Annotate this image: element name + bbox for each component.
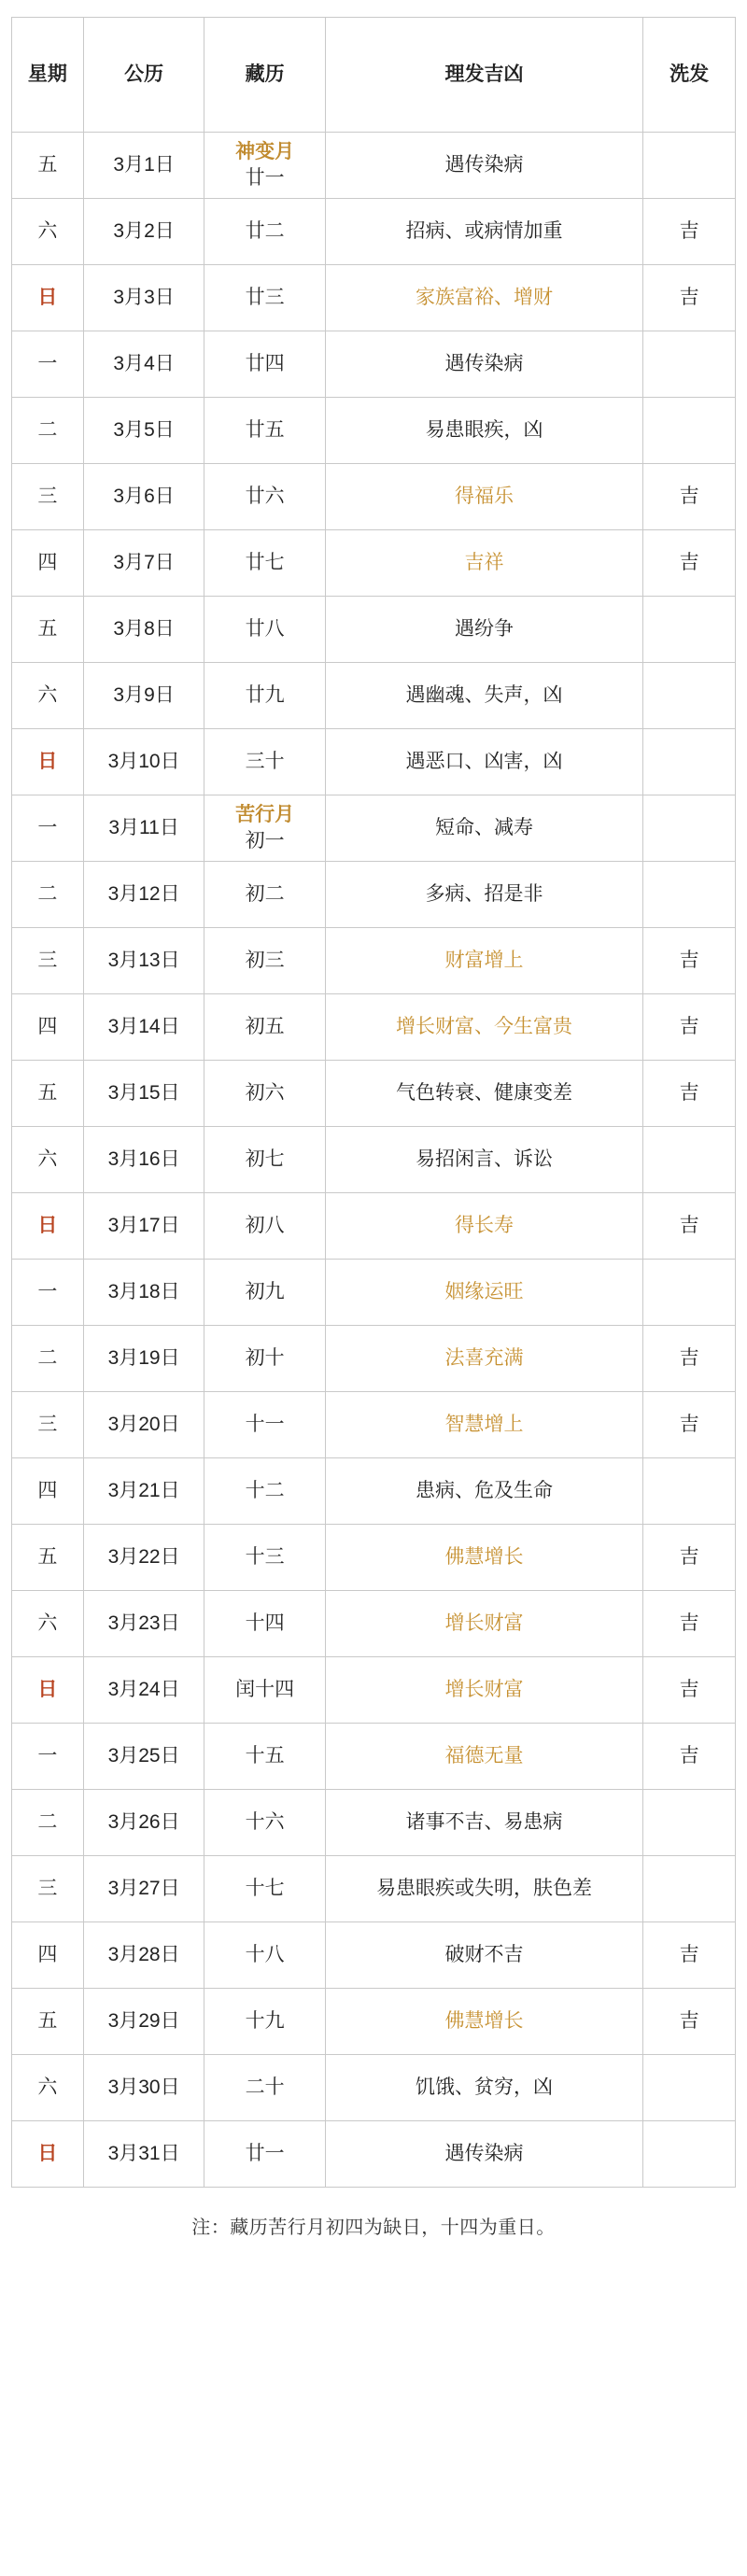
table-row bbox=[12, 1922, 736, 1989]
header-fortune: 理发吉凶 bbox=[325, 18, 642, 133]
cell-gregorian-date: 3月19日 bbox=[83, 1326, 204, 1392]
cell-weekday: 六 bbox=[12, 1591, 84, 1657]
table-row bbox=[12, 663, 736, 729]
cell-fortune: 财富增上 bbox=[325, 928, 642, 994]
cell-gregorian-date: 3月8日 bbox=[83, 597, 204, 663]
cell-weekday: 一 bbox=[12, 795, 84, 862]
cell-hair-wash bbox=[643, 862, 736, 928]
table-header-row bbox=[12, 18, 736, 133]
cell-hair-wash: 吉 bbox=[643, 1922, 736, 1989]
cell-tibetan-date: 廿一 bbox=[204, 2121, 326, 2188]
cell-tibetan-date: 廿三 bbox=[204, 265, 326, 331]
table-row bbox=[12, 331, 736, 398]
cell-fortune: 短命、减寿 bbox=[325, 795, 642, 862]
cell-fortune: 遇恶口、凶害，凶 bbox=[325, 729, 642, 795]
tibetan-month-label: 神变月 bbox=[235, 140, 295, 162]
cell-weekday: 一 bbox=[12, 1724, 84, 1790]
cell-hair-wash bbox=[643, 1856, 736, 1922]
table-row bbox=[12, 2055, 736, 2121]
table-row bbox=[12, 1127, 736, 1193]
cell-weekday: 四 bbox=[12, 1458, 84, 1525]
cell-tibetan-date: 廿二 bbox=[204, 199, 326, 265]
cell-tibetan-date: 廿六 bbox=[204, 464, 326, 530]
cell-fortune: 破财不吉 bbox=[325, 1922, 642, 1989]
table-row bbox=[12, 729, 736, 795]
cell-weekday: 日 bbox=[12, 1193, 84, 1260]
cell-gregorian-date: 3月25日 bbox=[83, 1724, 204, 1790]
cell-gregorian-date: 3月26日 bbox=[83, 1790, 204, 1856]
cell-gregorian-date: 3月29日 bbox=[83, 1989, 204, 2055]
cell-tibetan-date: 初五 bbox=[204, 994, 326, 1061]
cell-weekday: 五 bbox=[12, 1525, 84, 1591]
cell-fortune: 遇传染病 bbox=[325, 2121, 642, 2188]
cell-hair-wash bbox=[643, 1127, 736, 1193]
cell-tibetan-date: 初九 bbox=[204, 1260, 326, 1326]
cell-gregorian-date: 3月7日 bbox=[83, 530, 204, 597]
cell-weekday: 二 bbox=[12, 1326, 84, 1392]
cell-weekday: 二 bbox=[12, 1790, 84, 1856]
cell-weekday: 五 bbox=[12, 1989, 84, 2055]
cell-gregorian-date: 3月17日 bbox=[83, 1193, 204, 1260]
table-row bbox=[12, 1260, 736, 1326]
footnote: 注：藏历苦行月初四为缺日，十四为重日。 bbox=[191, 2217, 556, 2238]
cell-hair-wash bbox=[643, 398, 736, 464]
cell-gregorian-date: 3月28日 bbox=[83, 1922, 204, 1989]
cell-tibetan-date: 初三 bbox=[204, 928, 326, 994]
cell-hair-wash bbox=[643, 331, 736, 398]
table-row bbox=[12, 1856, 736, 1922]
cell-gregorian-date: 3月15日 bbox=[83, 1061, 204, 1127]
cell-hair-wash: 吉 bbox=[643, 464, 736, 530]
table-row bbox=[12, 1657, 736, 1724]
table-row bbox=[12, 1724, 736, 1790]
cell-gregorian-date: 3月30日 bbox=[83, 2055, 204, 2121]
cell-hair-wash: 吉 bbox=[643, 1061, 736, 1127]
cell-tibetan-date: 十三 bbox=[204, 1525, 326, 1591]
table-row bbox=[12, 530, 736, 597]
cell-fortune: 遇纷争 bbox=[325, 597, 642, 663]
cell-fortune: 得福乐 bbox=[325, 464, 642, 530]
cell-gregorian-date: 3月2日 bbox=[83, 199, 204, 265]
cell-hair-wash: 吉 bbox=[643, 994, 736, 1061]
cell-gregorian-date: 3月11日 bbox=[83, 795, 204, 862]
cell-gregorian-date: 3月22日 bbox=[83, 1525, 204, 1591]
cell-gregorian-date: 3月1日 bbox=[83, 133, 204, 199]
cell-tibetan-date: 廿七 bbox=[204, 530, 326, 597]
cell-weekday: 日 bbox=[12, 1657, 84, 1724]
cell-gregorian-date: 3月18日 bbox=[83, 1260, 204, 1326]
cell-tibetan-date: 廿五 bbox=[204, 398, 326, 464]
cell-hair-wash bbox=[643, 2121, 736, 2188]
cell-fortune: 招病、或病情加重 bbox=[325, 199, 642, 265]
cell-hair-wash bbox=[643, 663, 736, 729]
cell-gregorian-date: 3月3日 bbox=[83, 265, 204, 331]
header-wash: 洗发 bbox=[643, 18, 736, 133]
cell-hair-wash bbox=[643, 2055, 736, 2121]
cell-gregorian-date: 3月4日 bbox=[83, 331, 204, 398]
cell-tibetan-date bbox=[204, 795, 326, 862]
header-tibetan: 藏历 bbox=[204, 18, 326, 133]
cell-gregorian-date: 3月31日 bbox=[83, 2121, 204, 2188]
cell-fortune: 法喜充满 bbox=[325, 1326, 642, 1392]
cell-tibetan-date: 十四 bbox=[204, 1591, 326, 1657]
cell-weekday: 四 bbox=[12, 994, 84, 1061]
cell-weekday: 四 bbox=[12, 1922, 84, 1989]
cell-weekday: 三 bbox=[12, 1392, 84, 1458]
tibetan-day-label: 初一 bbox=[245, 830, 285, 852]
table-row bbox=[12, 464, 736, 530]
cell-tibetan-date: 十七 bbox=[204, 1856, 326, 1922]
cell-fortune: 易患眼疾或失明，肤色差 bbox=[325, 1856, 642, 1922]
cell-hair-wash: 吉 bbox=[643, 530, 736, 597]
table-body bbox=[12, 133, 736, 2188]
cell-tibetan-date: 二十 bbox=[204, 2055, 326, 2121]
cell-gregorian-date: 3月13日 bbox=[83, 928, 204, 994]
cell-gregorian-date: 3月21日 bbox=[83, 1458, 204, 1525]
cell-gregorian-date: 3月27日 bbox=[83, 1856, 204, 1922]
cell-gregorian-date: 3月20日 bbox=[83, 1392, 204, 1458]
cell-hair-wash bbox=[643, 1458, 736, 1525]
tibetan-month-label: 苦行月 bbox=[235, 803, 295, 825]
cell-weekday: 日 bbox=[12, 729, 84, 795]
cell-fortune: 得长寿 bbox=[325, 1193, 642, 1260]
cell-weekday: 二 bbox=[12, 862, 84, 928]
cell-weekday: 五 bbox=[12, 1061, 84, 1127]
cell-weekday: 日 bbox=[12, 2121, 84, 2188]
table-row bbox=[12, 1061, 736, 1127]
table-row bbox=[12, 928, 736, 994]
table-row bbox=[12, 795, 736, 862]
cell-gregorian-date: 3月24日 bbox=[83, 1657, 204, 1724]
cell-tibetan-date: 十五 bbox=[204, 1724, 326, 1790]
cell-hair-wash: 吉 bbox=[643, 265, 736, 331]
table-row bbox=[12, 1790, 736, 1856]
table-row bbox=[12, 994, 736, 1061]
cell-tibetan-date: 初十 bbox=[204, 1326, 326, 1392]
cell-weekday: 六 bbox=[12, 2055, 84, 2121]
table-row bbox=[12, 1458, 736, 1525]
cell-hair-wash: 吉 bbox=[643, 1657, 736, 1724]
cell-gregorian-date: 3月16日 bbox=[83, 1127, 204, 1193]
cell-gregorian-date: 3月14日 bbox=[83, 994, 204, 1061]
cell-gregorian-date: 3月23日 bbox=[83, 1591, 204, 1657]
cell-fortune: 佛慧增长 bbox=[325, 1525, 642, 1591]
table-row bbox=[12, 133, 736, 199]
cell-fortune: 智慧增上 bbox=[325, 1392, 642, 1458]
header-gregorian: 公历 bbox=[83, 18, 204, 133]
table-row bbox=[12, 199, 736, 265]
tibetan-day-label: 廿一 bbox=[245, 167, 285, 189]
cell-weekday: 三 bbox=[12, 1856, 84, 1922]
cell-tibetan-date: 十九 bbox=[204, 1989, 326, 2055]
cell-fortune: 姻缘运旺 bbox=[325, 1260, 642, 1326]
cell-tibetan-date: 初八 bbox=[204, 1193, 326, 1260]
cell-gregorian-date: 3月6日 bbox=[83, 464, 204, 530]
cell-hair-wash: 吉 bbox=[643, 1392, 736, 1458]
cell-hair-wash bbox=[643, 729, 736, 795]
cell-fortune: 增长财富 bbox=[325, 1657, 642, 1724]
cell-tibetan-date: 三十 bbox=[204, 729, 326, 795]
cell-weekday: 五 bbox=[12, 597, 84, 663]
cell-gregorian-date: 3月9日 bbox=[83, 663, 204, 729]
table-row bbox=[12, 1392, 736, 1458]
cell-fortune: 增长财富 bbox=[325, 1591, 642, 1657]
table-row bbox=[12, 1989, 736, 2055]
cell-weekday: 六 bbox=[12, 199, 84, 265]
cell-hair-wash: 吉 bbox=[643, 1193, 736, 1260]
table-row bbox=[12, 1591, 736, 1657]
cell-weekday: 一 bbox=[12, 331, 84, 398]
cell-hair-wash: 吉 bbox=[643, 1724, 736, 1790]
cell-fortune: 吉祥 bbox=[325, 530, 642, 597]
cell-fortune: 增长财富、今生富贵 bbox=[325, 994, 642, 1061]
cell-hair-wash: 吉 bbox=[643, 1591, 736, 1657]
cell-weekday: 三 bbox=[12, 464, 84, 530]
cell-hair-wash: 吉 bbox=[643, 928, 736, 994]
cell-weekday: 三 bbox=[12, 928, 84, 994]
cell-fortune: 多病、招是非 bbox=[325, 862, 642, 928]
cell-fortune: 易患眼疾，凶 bbox=[325, 398, 642, 464]
table-row bbox=[12, 597, 736, 663]
table-row bbox=[12, 1525, 736, 1591]
cell-fortune: 遇幽魂、失声，凶 bbox=[325, 663, 642, 729]
cell-tibetan-date bbox=[204, 133, 326, 199]
cell-weekday: 二 bbox=[12, 398, 84, 464]
cell-hair-wash bbox=[643, 597, 736, 663]
cell-tibetan-date: 廿八 bbox=[204, 597, 326, 663]
cell-hair-wash bbox=[643, 1260, 736, 1326]
cell-weekday: 四 bbox=[12, 530, 84, 597]
cell-weekday: 日 bbox=[12, 265, 84, 331]
cell-tibetan-date: 初六 bbox=[204, 1061, 326, 1127]
cell-tibetan-date: 闰十四 bbox=[204, 1657, 326, 1724]
cell-weekday: 一 bbox=[12, 1260, 84, 1326]
fortune-calendar-table bbox=[11, 17, 736, 2188]
cell-fortune: 遇传染病 bbox=[325, 331, 642, 398]
table-row bbox=[12, 2121, 736, 2188]
table-row bbox=[12, 1193, 736, 1260]
cell-hair-wash bbox=[643, 133, 736, 199]
cell-tibetan-date: 十二 bbox=[204, 1458, 326, 1525]
cell-tibetan-date: 廿九 bbox=[204, 663, 326, 729]
cell-fortune: 家族富裕、增财 bbox=[325, 265, 642, 331]
cell-hair-wash: 吉 bbox=[643, 199, 736, 265]
cell-fortune: 遇传染病 bbox=[325, 133, 642, 199]
cell-fortune: 福德无量 bbox=[325, 1724, 642, 1790]
header-week: 星期 bbox=[12, 18, 84, 133]
cell-tibetan-date: 十一 bbox=[204, 1392, 326, 1458]
cell-hair-wash bbox=[643, 1790, 736, 1856]
cell-tibetan-date: 十八 bbox=[204, 1922, 326, 1989]
cell-gregorian-date: 3月5日 bbox=[83, 398, 204, 464]
cell-fortune: 饥饿、贫穷，凶 bbox=[325, 2055, 642, 2121]
cell-tibetan-date: 初二 bbox=[204, 862, 326, 928]
table-row bbox=[12, 265, 736, 331]
cell-hair-wash: 吉 bbox=[643, 1989, 736, 2055]
cell-tibetan-date: 十六 bbox=[204, 1790, 326, 1856]
cell-hair-wash: 吉 bbox=[643, 1326, 736, 1392]
cell-tibetan-date: 廿四 bbox=[204, 331, 326, 398]
cell-hair-wash bbox=[643, 795, 736, 862]
cell-weekday: 六 bbox=[12, 663, 84, 729]
cell-weekday: 五 bbox=[12, 133, 84, 199]
cell-hair-wash: 吉 bbox=[643, 1525, 736, 1591]
cell-fortune: 易招闲言、诉讼 bbox=[325, 1127, 642, 1193]
cell-fortune: 气色转衰、健康变差 bbox=[325, 1061, 642, 1127]
cell-gregorian-date: 3月10日 bbox=[83, 729, 204, 795]
cell-tibetan-date: 初七 bbox=[204, 1127, 326, 1193]
cell-fortune: 患病、危及生命 bbox=[325, 1458, 642, 1525]
cell-fortune: 诸事不吉、易患病 bbox=[325, 1790, 642, 1856]
table-row bbox=[12, 1326, 736, 1392]
table-row bbox=[12, 862, 736, 928]
cell-weekday: 六 bbox=[12, 1127, 84, 1193]
cell-gregorian-date: 3月12日 bbox=[83, 862, 204, 928]
cell-fortune: 佛慧增长 bbox=[325, 1989, 642, 2055]
table-row bbox=[12, 398, 736, 464]
